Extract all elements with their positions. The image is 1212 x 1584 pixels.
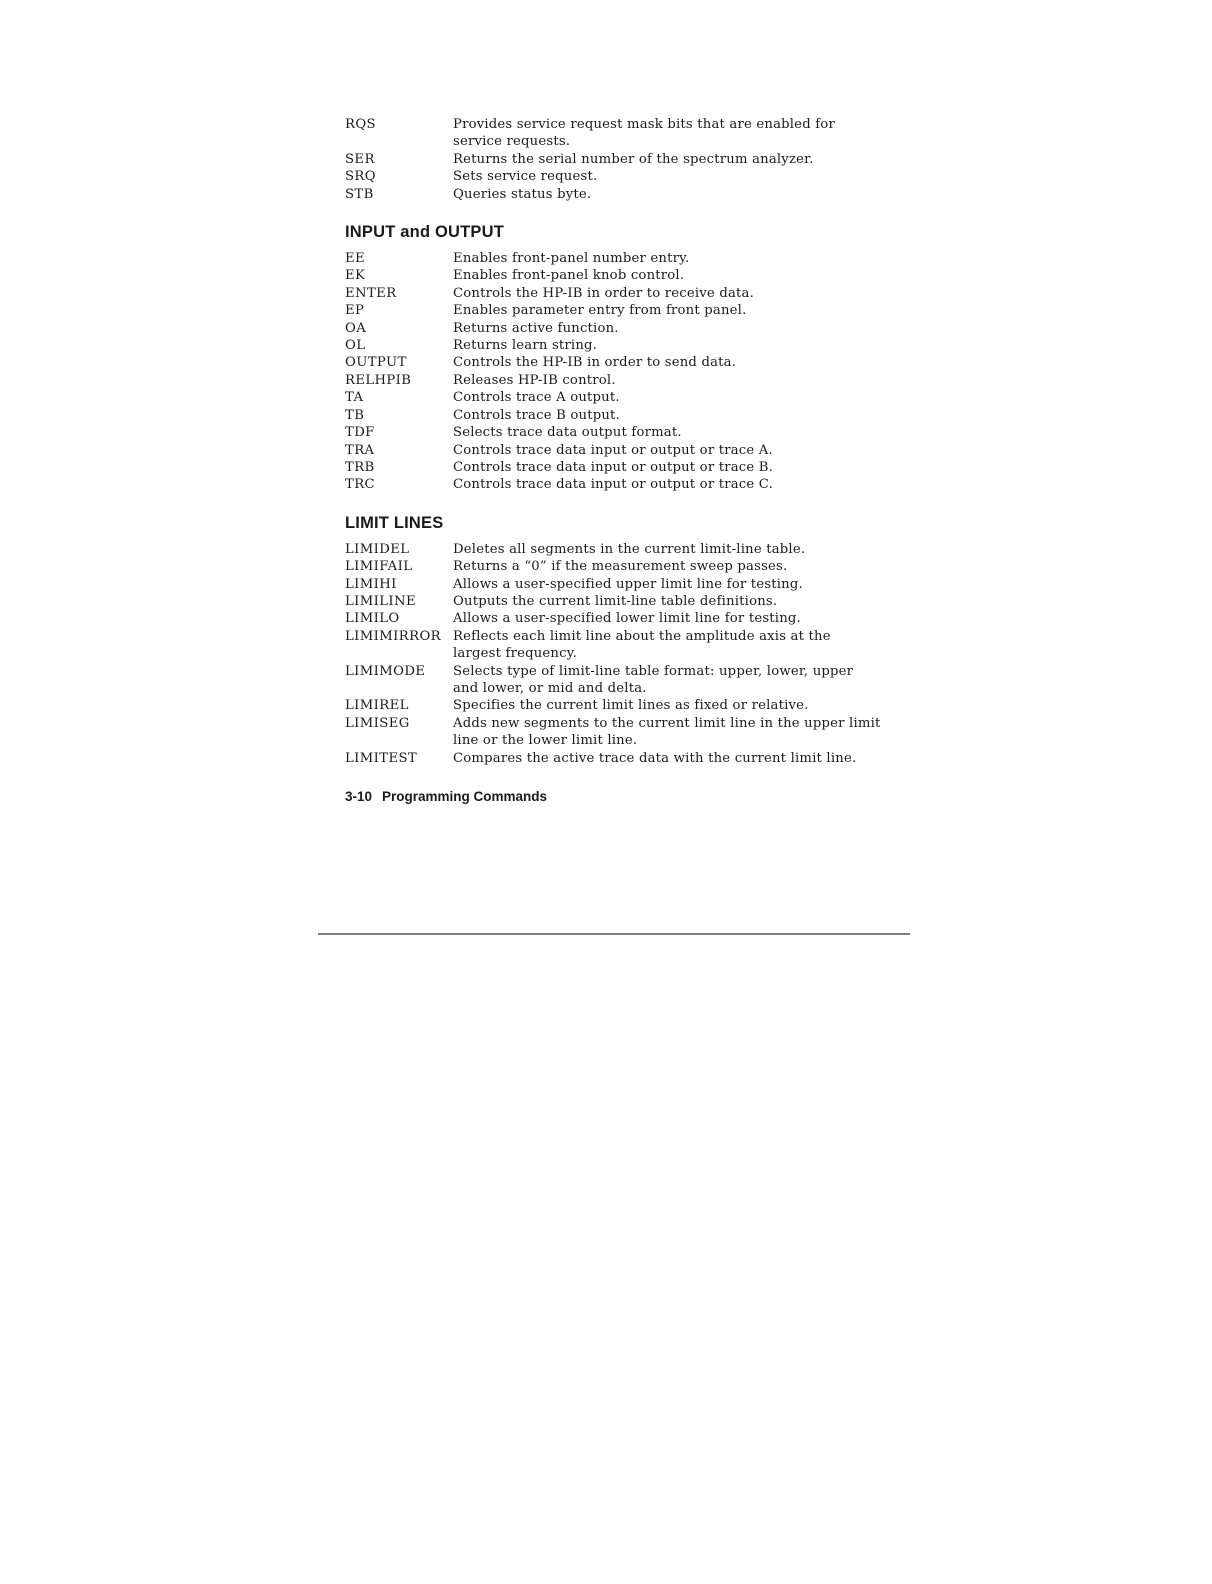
command-name: ENTER bbox=[345, 285, 397, 301]
command-description: Controls trace A output. bbox=[453, 390, 620, 406]
command-description: Compares the active trace data with the current limit line. bbox=[453, 750, 857, 766]
command-row bbox=[345, 320, 885, 337]
command-row bbox=[345, 285, 885, 302]
command-name: RELHPIB bbox=[345, 372, 412, 388]
command-description: Allows a user-specified lower limit line for testing. bbox=[453, 611, 801, 627]
command-description: Returns learn string. bbox=[453, 338, 598, 354]
command-description: Controls the HP-IB in order to send data. bbox=[453, 355, 737, 371]
command-row bbox=[345, 576, 885, 593]
section-heading-limit-lines: LIMIT LINES bbox=[345, 513, 444, 532]
command-name: TA bbox=[345, 390, 364, 406]
limit-lines-commands-table bbox=[345, 541, 885, 767]
command-description: Adds new segments to the current limit line in the upper limit line or the lower limit line. bbox=[453, 715, 881, 749]
command-name: RQS bbox=[345, 117, 376, 132]
command-row bbox=[345, 593, 885, 610]
command-description: Controls the HP-IB in order to receive data. bbox=[453, 285, 754, 301]
command-name: LIMIMIRROR bbox=[345, 628, 441, 644]
command-description: Reflects each limit line about the amplitude axis at the largest frequency. bbox=[453, 628, 831, 662]
command-description: Enables front-panel knob control. bbox=[453, 268, 685, 284]
command-row bbox=[345, 424, 885, 441]
command-name: TRB bbox=[345, 459, 375, 475]
command-row bbox=[345, 697, 885, 714]
command-row bbox=[345, 459, 885, 476]
command-row bbox=[345, 116, 885, 151]
command-description: Provides service request mask bits that are enabled for service requests. bbox=[453, 117, 835, 150]
command-row bbox=[345, 476, 885, 493]
command-row bbox=[345, 558, 885, 575]
command-description: Selects type of limit-line table format: upper, lower, upper and lower, or mid and delta. bbox=[453, 663, 854, 696]
command-name: SER bbox=[345, 151, 375, 167]
page-number: 3-10 bbox=[345, 789, 373, 804]
command-description: Queries status byte. bbox=[453, 186, 592, 202]
command-description: Releases HP-IB control. bbox=[453, 372, 616, 388]
command-description: Controls trace data input or output or trace A. bbox=[453, 442, 773, 458]
command-row bbox=[345, 750, 885, 767]
section-heading-input-output: INPUT and OUTPUT bbox=[345, 223, 505, 242]
command-description: Returns a “0” if the measurement sweep passes. bbox=[453, 559, 788, 575]
command-row bbox=[345, 250, 885, 267]
command-row bbox=[345, 628, 885, 663]
command-description: Enables parameter entry from front panel. bbox=[453, 303, 747, 319]
command-row bbox=[345, 715, 885, 750]
command-row bbox=[345, 337, 885, 354]
page-footer bbox=[345, 789, 885, 804]
footer-section-title: Programming Commands bbox=[382, 789, 548, 804]
command-name: LIMILINE bbox=[345, 593, 417, 609]
command-name: TRA bbox=[345, 442, 375, 458]
input-output-commands-table bbox=[345, 250, 885, 494]
command-row bbox=[345, 389, 885, 406]
command-name: OA bbox=[345, 320, 367, 336]
command-description: Outputs the current limit-line table definitions. bbox=[453, 593, 778, 609]
command-row bbox=[345, 407, 885, 424]
command-name: LIMIHI bbox=[345, 576, 397, 592]
command-name: OUTPUT bbox=[345, 355, 407, 371]
command-description: Enables front-panel number entry. bbox=[453, 251, 690, 267]
command-name: SRQ bbox=[345, 169, 376, 185]
command-name: EK bbox=[345, 268, 366, 284]
command-name: TDF bbox=[345, 425, 375, 441]
command-description: Deletes all segments in the current limit-line table. bbox=[453, 541, 806, 557]
command-row bbox=[345, 610, 885, 627]
command-description: Returns active function. bbox=[453, 320, 619, 336]
command-row bbox=[345, 663, 885, 698]
command-name: EE bbox=[345, 251, 366, 267]
command-description: Returns the serial number of the spectrum analyzer. bbox=[453, 151, 814, 167]
command-row bbox=[345, 267, 885, 284]
command-row bbox=[345, 151, 885, 168]
command-description: Sets service request. bbox=[453, 169, 598, 185]
command-name: EP bbox=[345, 303, 365, 319]
command-description: Controls trace data input or output or trace C. bbox=[453, 477, 773, 493]
command-name: LIMIDEL bbox=[345, 541, 410, 557]
status-commands-table bbox=[345, 116, 885, 203]
command-description: Controls trace B output. bbox=[453, 407, 620, 423]
command-name: LIMIMODE bbox=[345, 663, 426, 679]
command-description: Allows a user-specified upper limit line for testing. bbox=[453, 576, 803, 592]
command-name: LIMISEG bbox=[345, 715, 410, 731]
command-row bbox=[345, 354, 885, 371]
command-name: LIMIFAIL bbox=[345, 559, 413, 575]
command-name: LIMITEST bbox=[345, 750, 418, 766]
command-name: TRC bbox=[345, 477, 376, 493]
document-page bbox=[345, 116, 885, 804]
command-row bbox=[345, 442, 885, 459]
command-row bbox=[345, 372, 885, 389]
command-name: STB bbox=[345, 186, 374, 202]
command-description: Controls trace data input or output or trace B. bbox=[453, 459, 774, 475]
command-name: TB bbox=[345, 407, 365, 423]
command-description: Selects trace data output format. bbox=[453, 425, 682, 441]
command-name: OL bbox=[345, 338, 366, 354]
command-row bbox=[345, 168, 885, 185]
command-name: LIMILO bbox=[345, 611, 400, 627]
command-row bbox=[345, 186, 885, 203]
command-name: LIMIREL bbox=[345, 698, 409, 714]
command-description: Specifies the current limit lines as fixed or relative. bbox=[453, 698, 809, 714]
command-row bbox=[345, 541, 885, 558]
scan-edge-rule bbox=[318, 933, 910, 935]
command-row bbox=[345, 302, 885, 319]
